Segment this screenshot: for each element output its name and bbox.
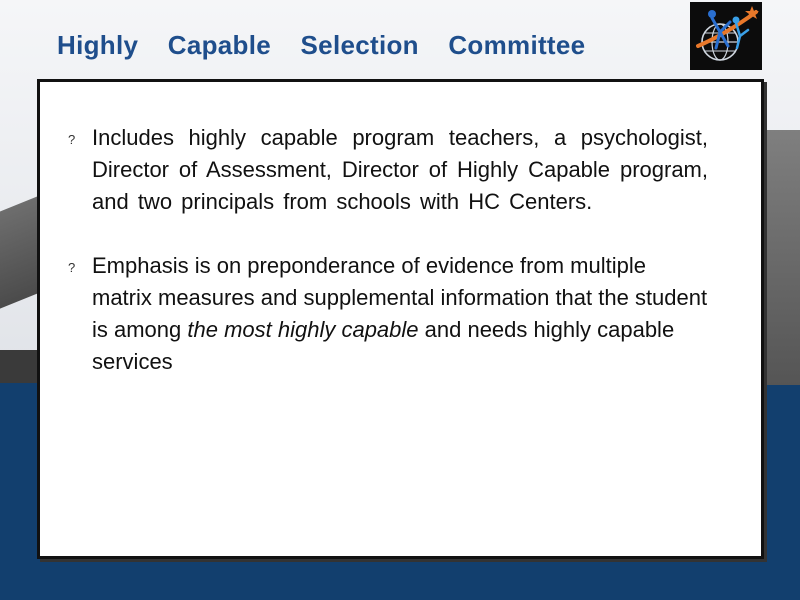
- slide-title: Highly Capable Selection Committee: [57, 30, 586, 60]
- bullet-marker-icon: ?: [68, 260, 76, 275]
- bullet-text: Includes highly capable program teachers, a psychologist, Director of Assessment, Director of Highly Capable program, and two principals from schools with HC Centers.: [92, 125, 708, 214]
- bullet-list: [68, 122, 708, 410]
- content-box: [37, 79, 764, 559]
- people-globe-logo-icon: [690, 2, 762, 70]
- bullet-item-committee-members: [68, 122, 708, 218]
- logo-graphic: [690, 2, 762, 70]
- bullet-text-after: and needs highly capable services: [92, 317, 675, 374]
- bullet-marker-icon: ?: [68, 132, 76, 147]
- bullet-text-before: Emphasis is on preponderance of evidence from multiple matrix measures and supplemental information that the student is among: [92, 253, 708, 342]
- bullet-text-emphasis: the most highly capable: [187, 317, 419, 342]
- bullet-item-emphasis: [68, 250, 708, 378]
